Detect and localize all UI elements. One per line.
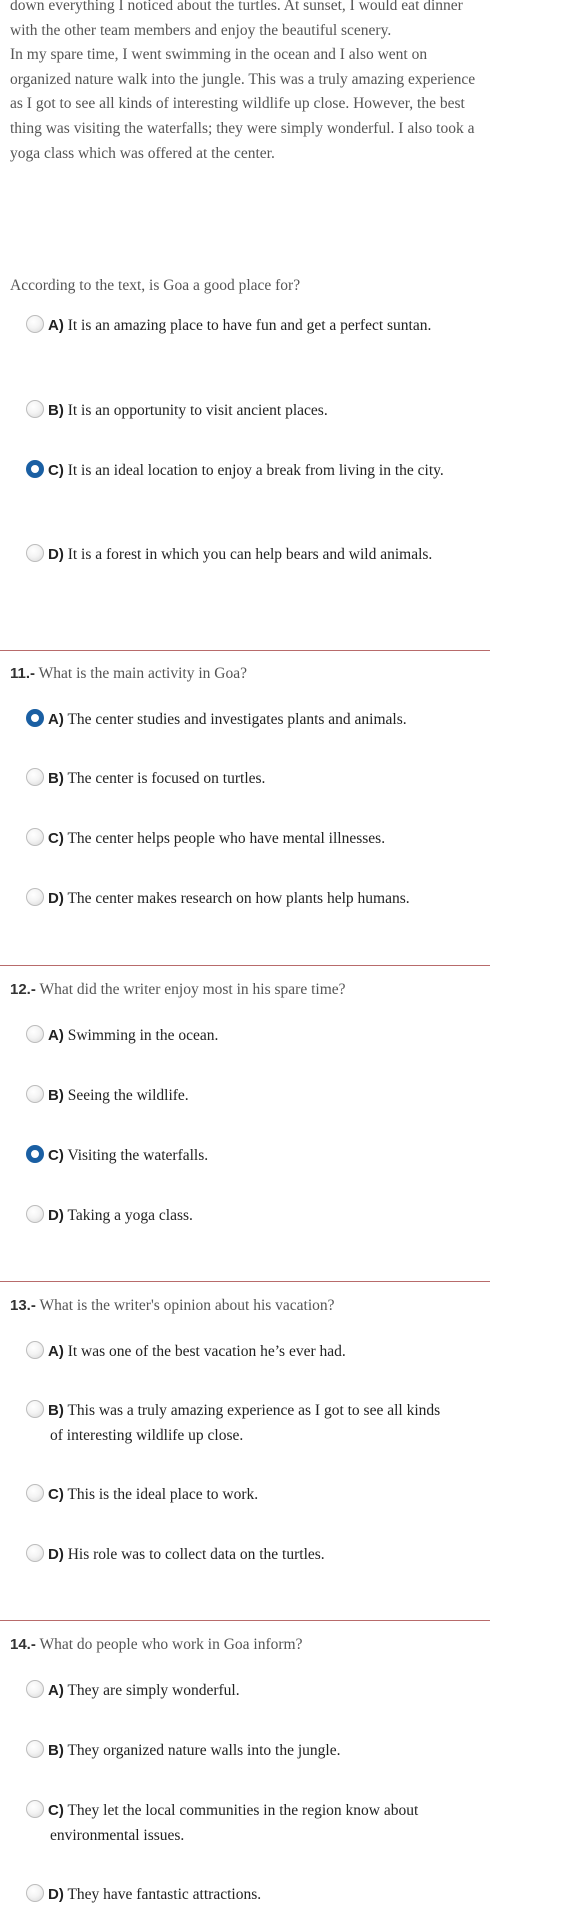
option-text: It is an amazing place to have fun and get a perfect suntan. [67, 317, 432, 334]
option-text: It is an opportunity to visit ancient places. [67, 402, 328, 419]
question-number: 14.- [10, 1636, 36, 1653]
question-divider [0, 1620, 490, 1621]
radio-button-selected[interactable] [26, 709, 44, 727]
option-letter: A) [48, 1343, 64, 1360]
option-text: The center is focused on turtles. [67, 770, 266, 787]
radio-button[interactable] [26, 400, 44, 418]
option-letter: D) [48, 890, 64, 907]
radio-button[interactable] [26, 1884, 44, 1902]
question-prompt [10, 981, 346, 999]
reading-passage [10, 0, 480, 166]
option-letter: C) [48, 1147, 64, 1164]
question-number: 11.- [10, 665, 36, 682]
option-text: His role was to collect data on the turtles. [67, 1546, 325, 1563]
radio-button[interactable] [26, 1205, 44, 1223]
option-letter: A) [48, 317, 64, 334]
option-letter: B) [48, 770, 64, 787]
question-prompt [10, 1636, 302, 1654]
option-text: They have fantastic attractions. [67, 1886, 262, 1903]
option-text: It is a forest in which you can help bears and wild animals. [67, 546, 433, 563]
question-text: What is the writer's opinion about his vacation? [39, 1297, 335, 1314]
radio-button[interactable] [26, 768, 44, 786]
question-prompt [10, 665, 247, 683]
option-letter: D) [48, 1546, 64, 1563]
question-text: What is the main activity in Goa? [38, 665, 247, 682]
radio-button[interactable] [26, 1740, 44, 1758]
option-text: They are simply wonderful. [67, 1682, 240, 1699]
radio-button[interactable] [26, 1484, 44, 1502]
question-divider [0, 650, 490, 651]
option-text: Taking a yoga class. [67, 1207, 193, 1224]
option-letter: A) [48, 711, 64, 728]
option-letter: C) [48, 830, 64, 847]
option-text: They organized nature walls into the jungle. [67, 1742, 341, 1759]
option-text: It is an ideal location to enjoy a break from living in the city. [67, 462, 444, 479]
radio-button[interactable] [26, 1400, 44, 1418]
option-text: Swimming in the ocean. [67, 1027, 219, 1044]
option-letter: C) [48, 462, 64, 479]
option-letter: B) [48, 402, 64, 419]
radio-button[interactable] [26, 315, 44, 333]
option-text: The center helps people who have mental illnesses. [67, 830, 386, 847]
radio-button[interactable] [26, 1341, 44, 1359]
radio-button[interactable] [26, 1680, 44, 1698]
radio-button[interactable] [26, 1085, 44, 1103]
radio-button[interactable] [26, 544, 44, 562]
question-divider [0, 965, 490, 966]
question-number: 12.- [10, 981, 36, 998]
radio-button[interactable] [26, 888, 44, 906]
radio-button[interactable] [26, 828, 44, 846]
question-prompt [10, 1297, 335, 1315]
question-text: What did the writer enjoy most in his spare time? [39, 981, 346, 998]
option-letter: D) [48, 546, 64, 563]
option-text: Seeing the wildlife. [67, 1087, 189, 1104]
option-text: The center makes research on how plants help humans. [67, 890, 410, 907]
question-text: According to the text, is Goa a good place for? [10, 277, 301, 294]
option-letter: B) [48, 1402, 64, 1419]
option-letter: D) [48, 1886, 64, 1903]
question-prompt [10, 277, 300, 295]
option-text: Visiting the waterfalls. [67, 1147, 209, 1164]
passage-paragraph: down everything I noticed about the turtles. At sunset, I would eat dinner with the other team members and enjoy the beautiful scenery. [10, 0, 463, 39]
passage-paragraph: In my spare time, I went swimming in the ocean and I also went on organized nature walk into the jungle. This was a truly amazing experience as I got to see all kinds of interesting wildlife up close. However, the best thing was visiting the waterfalls; they were simply wonderful. I also took a yoga class which was offered at the center. [10, 46, 476, 162]
option-text: The center studies and investigates plants and animals. [67, 711, 407, 728]
option-text: They let the local communities in the region know about environmental issues. [50, 1802, 419, 1844]
radio-button-selected[interactable] [26, 460, 44, 478]
option-letter: B) [48, 1742, 64, 1759]
question-divider [0, 1281, 490, 1282]
option-letter: A) [48, 1682, 64, 1699]
option-letter: D) [48, 1207, 64, 1224]
option-letter: C) [48, 1802, 64, 1819]
option-text: This was a truly amazing experience as I got to see all kinds of interesting wildlife up close. [50, 1402, 441, 1444]
radio-button[interactable] [26, 1800, 44, 1818]
radio-button[interactable] [26, 1544, 44, 1562]
question-number: 13.- [10, 1297, 36, 1314]
question-text: What do people who work in Goa inform? [39, 1636, 303, 1653]
option-letter: C) [48, 1486, 64, 1503]
radio-button-selected[interactable] [26, 1145, 44, 1163]
option-letter: A) [48, 1027, 64, 1044]
radio-button[interactable] [26, 1025, 44, 1043]
option-text: This is the ideal place to work. [67, 1486, 259, 1503]
option-text: It was one of the best vacation he’s ever had. [67, 1343, 346, 1360]
option-letter: B) [48, 1087, 64, 1104]
